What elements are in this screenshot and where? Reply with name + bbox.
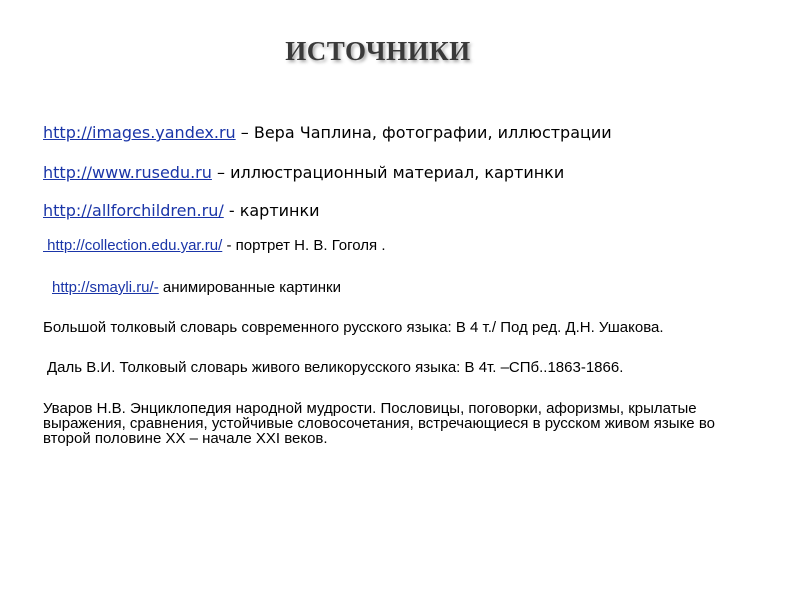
source-description: анимированные картинки xyxy=(158,279,341,296)
source-item xyxy=(52,279,341,296)
source-description: - портрет Н. В. Гоголя . xyxy=(222,237,386,254)
source-link[interactable]: http://images.yandex.ru xyxy=(43,123,236,142)
source-link[interactable]: http://allforchildren.ru/ xyxy=(43,201,224,220)
source-description: – иллюстрационный материал, картинки xyxy=(211,163,565,182)
source-link[interactable]: http://www.rusedu.ru xyxy=(43,163,212,182)
source-link[interactable]: http://smayli.ru/- xyxy=(52,279,159,296)
source-link[interactable]: http://collection.edu.yar.ru/ xyxy=(43,237,223,254)
reference-item: Уваров Н.В. Энциклопедия народной мудрости. Пословицы, поговорки, афоризмы, крылатые выражения, сравнения, устойчивые словосочетания, встречающиеся в русском живом языке во второй половине XX – начале XXI веков. xyxy=(43,400,715,447)
source-item xyxy=(43,237,386,254)
source-item xyxy=(43,163,564,182)
reference-item: Даль В.И. Толковый словарь живого великорусского языка: В 4т. –СПб..1863-1866. xyxy=(47,359,624,376)
source-description: – Вера Чаплина, фотографии, иллюстрации xyxy=(235,123,612,142)
reference-item: Большой толковый словарь современного русского языка: В 4 т./ Под ред. Д.Н. Ушакова. xyxy=(43,319,664,336)
page-title: ИСТОЧНИКИ xyxy=(285,36,471,66)
source-item xyxy=(43,201,320,220)
source-description: - картинки xyxy=(223,201,320,220)
source-item xyxy=(43,123,612,142)
